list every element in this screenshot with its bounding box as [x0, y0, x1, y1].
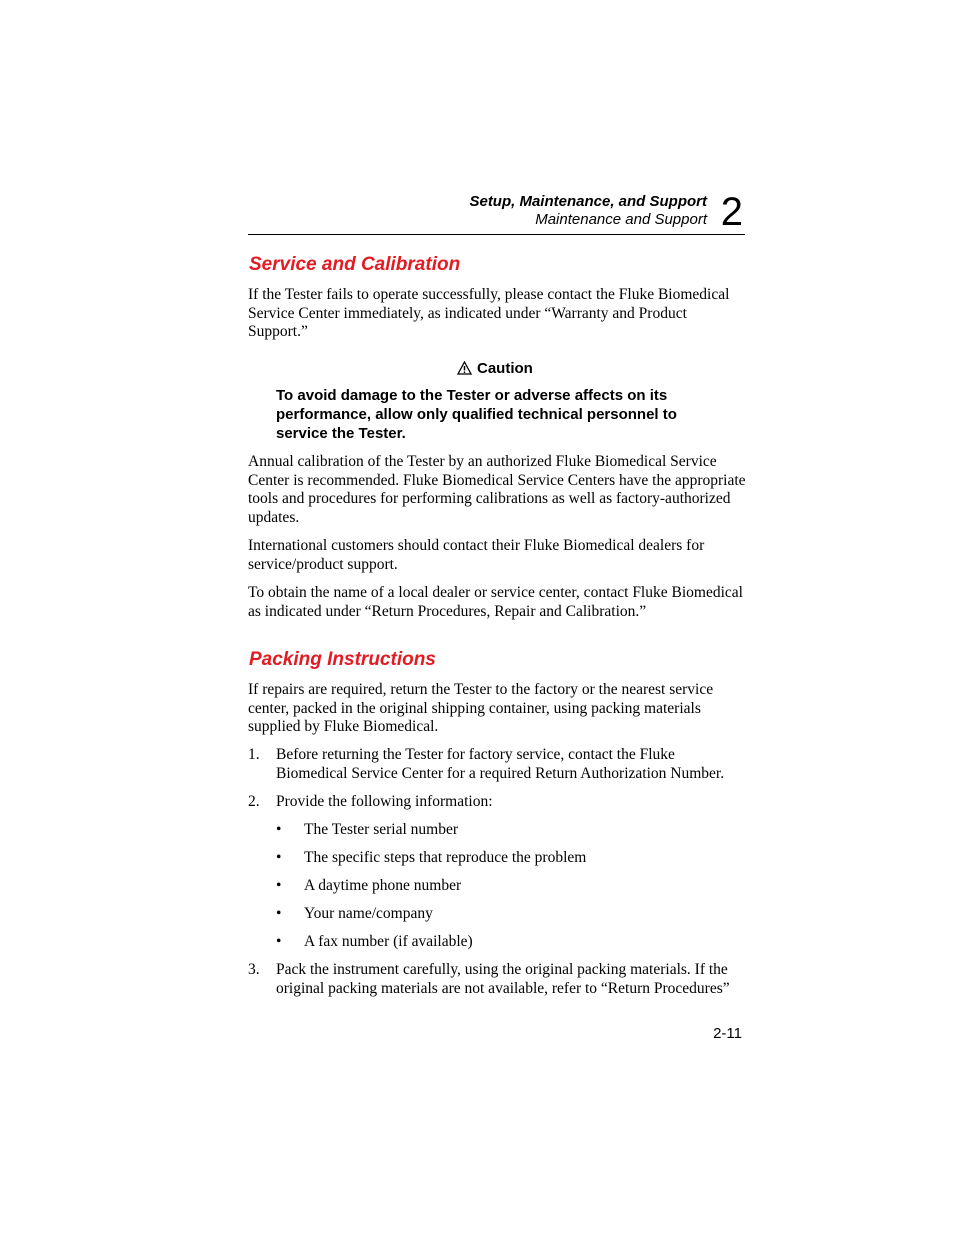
bullet-marker: • — [276, 877, 282, 894]
chapter-title: Setup, Maintenance, and Support — [469, 193, 707, 210]
step-number: 3. — [248, 961, 260, 978]
step-number: 2. — [248, 793, 260, 810]
service-paragraph-3: International customers should contact their Fluke Biomedical dealers for service/product support. — [248, 537, 705, 573]
packing-instructions-heading: Packing Instructions — [249, 649, 436, 670]
bullet-item: The Tester serial number — [304, 821, 459, 838]
section-title: Maintenance and Support — [535, 211, 707, 228]
service-paragraph-4: To obtain the name of a local dealer or service center, contact Fluke Biomedical as indicated under “Return Procedures, Repair and Calibration.” — [248, 584, 743, 620]
bullet-marker: • — [276, 821, 282, 838]
bullet-marker: • — [276, 933, 282, 950]
step-number: 1. — [248, 746, 260, 763]
service-paragraph-1: If the Tester fails to operate successfully, please contact the Fluke Biomedical Service Center immediately, as indicated under “Warranty and Product Support.” — [248, 286, 730, 341]
packing-intro: If repairs are required, return the Tester to the factory or the nearest service center, packed in the original shipping container, using packing materials supplied by Fluke Biomedical. — [248, 681, 714, 736]
bullet-marker: • — [276, 849, 282, 866]
service-calibration-heading: Service and Calibration — [249, 254, 461, 275]
step-text: Before returning the Tester for factory service, contact the Fluke Biomedical Service Center for a required Return Authorization Number. — [276, 746, 725, 782]
caution-label: Caution — [477, 360, 533, 377]
page-number: 2-11 — [713, 1025, 742, 1042]
bullet-item: A fax number (if available) — [304, 933, 473, 950]
step-text: Pack the instrument carefully, using the original packing materials. If the original packing materials are not available, refer to “Return Procedures” — [276, 961, 730, 997]
bullet-item: A daytime phone number — [304, 877, 462, 894]
bullet-item: Your name/company — [304, 905, 433, 922]
running-header — [248, 190, 745, 235]
chapter-number: 2 — [720, 190, 743, 234]
header-rule — [248, 234, 745, 235]
step-text: Provide the following information: — [276, 793, 493, 810]
bullet-item: The specific steps that reproduce the problem — [304, 849, 587, 866]
bullet-marker: • — [276, 905, 282, 922]
caution-text: To avoid damage to the Tester or adverse affects on its performance, allow only qualified technical personnel to service the Tester. — [276, 387, 677, 442]
service-paragraph-2: Annual calibration of the Tester by an authorized Fluke Biomedical Service Center is recommended. Fluke Biomedical Service Centers have the appropriate tools and procedures for performing calibrations as well as factory-authorized updates. — [248, 453, 746, 527]
caution-heading — [457, 360, 533, 377]
warning-triangle-icon — [457, 361, 472, 375]
